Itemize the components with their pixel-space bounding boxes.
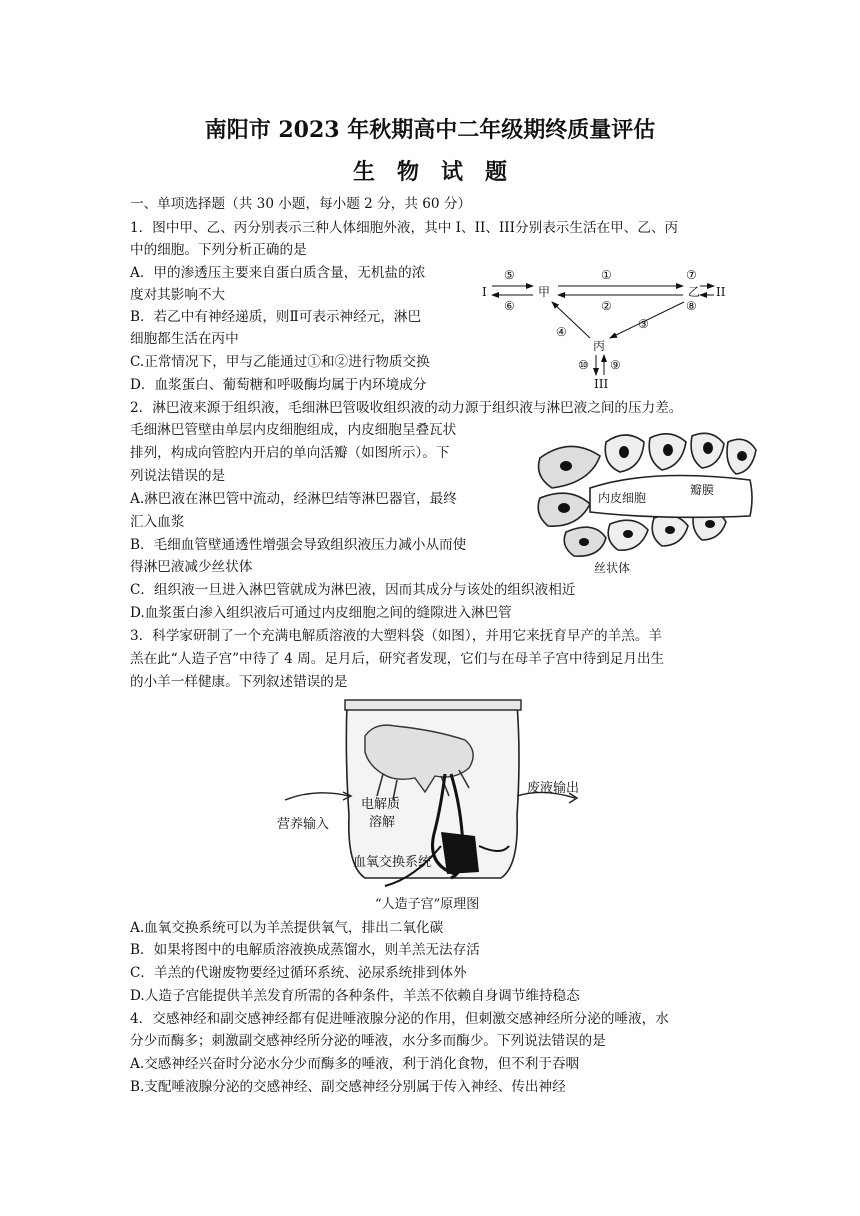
q1-option-b-cont: 细胞都生活在丙中 — [130, 331, 239, 347]
q2-stem-line4: 列说法错误的是 — [130, 468, 226, 484]
q3-stem-line3: 的小羊一样健康。下列叙述错误的是 — [130, 674, 348, 690]
q3-option-b: B．如果将图中的电解质溶液换成蒸馏水，则羊羔无法存活 — [130, 942, 480, 958]
cell-III-label: III — [594, 377, 609, 391]
q4-stem-line1: 4．交感神经和副交感神经都有促进唾液腺分泌的作用，但刺激交感神经所分泌的唾液，水 — [130, 1011, 669, 1027]
oxygen-exchange-label: 血氧交换系统 — [353, 855, 432, 870]
valve-label: 瓣膜 — [690, 483, 715, 497]
nutrient-input-label: 营养输入 — [277, 817, 330, 832]
fluid-yi-label: 乙 — [688, 285, 701, 299]
q1-option-b: B．若乙中有神经递质，则Ⅱ可表示神经元，淋巴 — [130, 309, 422, 325]
arrow-9-label: ⑨ — [610, 358, 621, 372]
electrolyte-label-2: 溶解 — [369, 815, 396, 830]
q3-artificial-womb-figure — [265, 696, 610, 914]
arrow-2-label: ② — [601, 299, 612, 313]
filament-label: 丝状体 — [594, 561, 631, 575]
section-heading: 一、单项选择题（共 30 小题，每小题 2 分，共 60 分） — [130, 196, 472, 212]
q3-option-d: D.人造子宫能提供羊羔发育所需的各种条件，羊羔不依赖自身调节维持稳态 — [130, 988, 580, 1004]
q2-stem-line2: 毛细淋巴管壁由单层内皮细胞组成，内皮细胞呈叠瓦状 — [130, 422, 457, 438]
q1-option-d: D．血浆蛋白、葡萄糖和呼吸酶均属于内环境成分 — [130, 377, 427, 393]
q1-option-a: A．甲的渗透压主要来自蛋白质含量，无机盐的浓 — [130, 265, 426, 281]
q2-option-a-cont: 汇入血浆 — [130, 514, 185, 530]
q4-option-a: A.交感神经兴奋时分泌水分少而酶多的唾液，利于消化食物，但不利于吞咽 — [130, 1056, 580, 1072]
q1-option-c: C.正常情况下，甲与乙能通过①和②进行物质交换 — [130, 354, 430, 370]
arrow-6-label: ⑥ — [504, 299, 515, 313]
arrow-7-label: ⑦ — [686, 268, 697, 282]
q2-option-b: B．毛细血管壁通透性增强会导致组织液压力减小从而使 — [130, 537, 467, 553]
q3-stem-line1: 3．科学家研制了一个充满电解质溶液的大塑料袋（如图），并用它来抚育早产的羊羔。羊 — [130, 628, 663, 644]
q2-option-c: C．组织液一旦进入淋巴管就成为淋巴液，因而其成分与该处的组织液相近 — [130, 582, 576, 598]
q4-stem-line2: 分少而酶多；刺激副交感神经所分泌的唾液，水分多而酶少。下列说法错误的是 — [130, 1033, 606, 1049]
q1-option-a-cont: 度对其影响不大 — [130, 287, 226, 303]
q4-option-b: B.支配唾液腺分泌的交感神经、副交感神经分别属于传入神经、传出神经 — [130, 1079, 566, 1095]
q2-option-d: D.血浆蛋白渗入组织液后可通过内皮细胞之间的缝隙进入淋巴管 — [130, 605, 512, 621]
endothelial-cell-label: 内皮细胞 — [598, 491, 647, 505]
arrow-3-label: ③ — [638, 317, 649, 331]
fluid-jia-label: 甲 — [538, 285, 551, 299]
q2-stem-line1: 2．淋巴液来源于组织液，毛细淋巴管吸收组织液的动力源于组织液与淋巴液之间的压力差。 — [130, 400, 683, 416]
arrow-8-label: ⑧ — [686, 299, 697, 313]
q1-stem-line2: 中的细胞。下列分析正确的是 — [130, 242, 307, 258]
fluid-bing-label: 丙 — [593, 339, 606, 353]
cell-II-label: II — [716, 285, 726, 299]
page-title: 南阳市 2023 年秋期高中二年级期终质量评估 — [204, 117, 656, 143]
page-subtitle: 生 物 试 题 — [352, 159, 507, 185]
q1-stem-line1: 1．图中甲、乙、丙分别表示三种人体细胞外液，其中 I、II、III分别表示生活在甲、乙、丙 — [130, 220, 679, 236]
q2-option-a: A.淋巴液在淋巴管中流动，经淋巴结等淋巴器官，最终 — [130, 491, 457, 507]
arrow-4-label: ④ — [556, 325, 567, 339]
electrolyte-label-1: 电解质 — [361, 797, 401, 812]
arrow-1-label: ① — [601, 268, 612, 282]
arrow-5-label: ⑤ — [504, 268, 515, 282]
cell-I-label: I — [482, 285, 487, 299]
q3-option-a: A.血氧交换系统可以为羊羔提供氧气，排出二氧化碳 — [130, 920, 444, 936]
waste-output-label: 废液输出 — [527, 781, 580, 796]
arrow-10-label: ⑩ — [578, 358, 589, 372]
figure-caption: “人造子宫”原理图 — [375, 897, 480, 912]
q3-stem-line2: 羔在此“人造子宫”中待了 4 周。足月后，研究者发现，它们与在母羊子宫中待到足月出生 — [130, 651, 665, 667]
q2-lymph-figure — [530, 428, 760, 576]
q1-fluid-diagram — [478, 262, 738, 392]
q3-option-c: C．羊羔的代谢废物要经过循环系统、泌尿系统排到体外 — [130, 965, 467, 981]
q2-option-b-cont: 得淋巴液减少丝状体 — [130, 559, 253, 575]
q2-stem-line3: 排列，构成向管腔内开启的单向活瓣（如图所示）。下 — [130, 445, 450, 461]
